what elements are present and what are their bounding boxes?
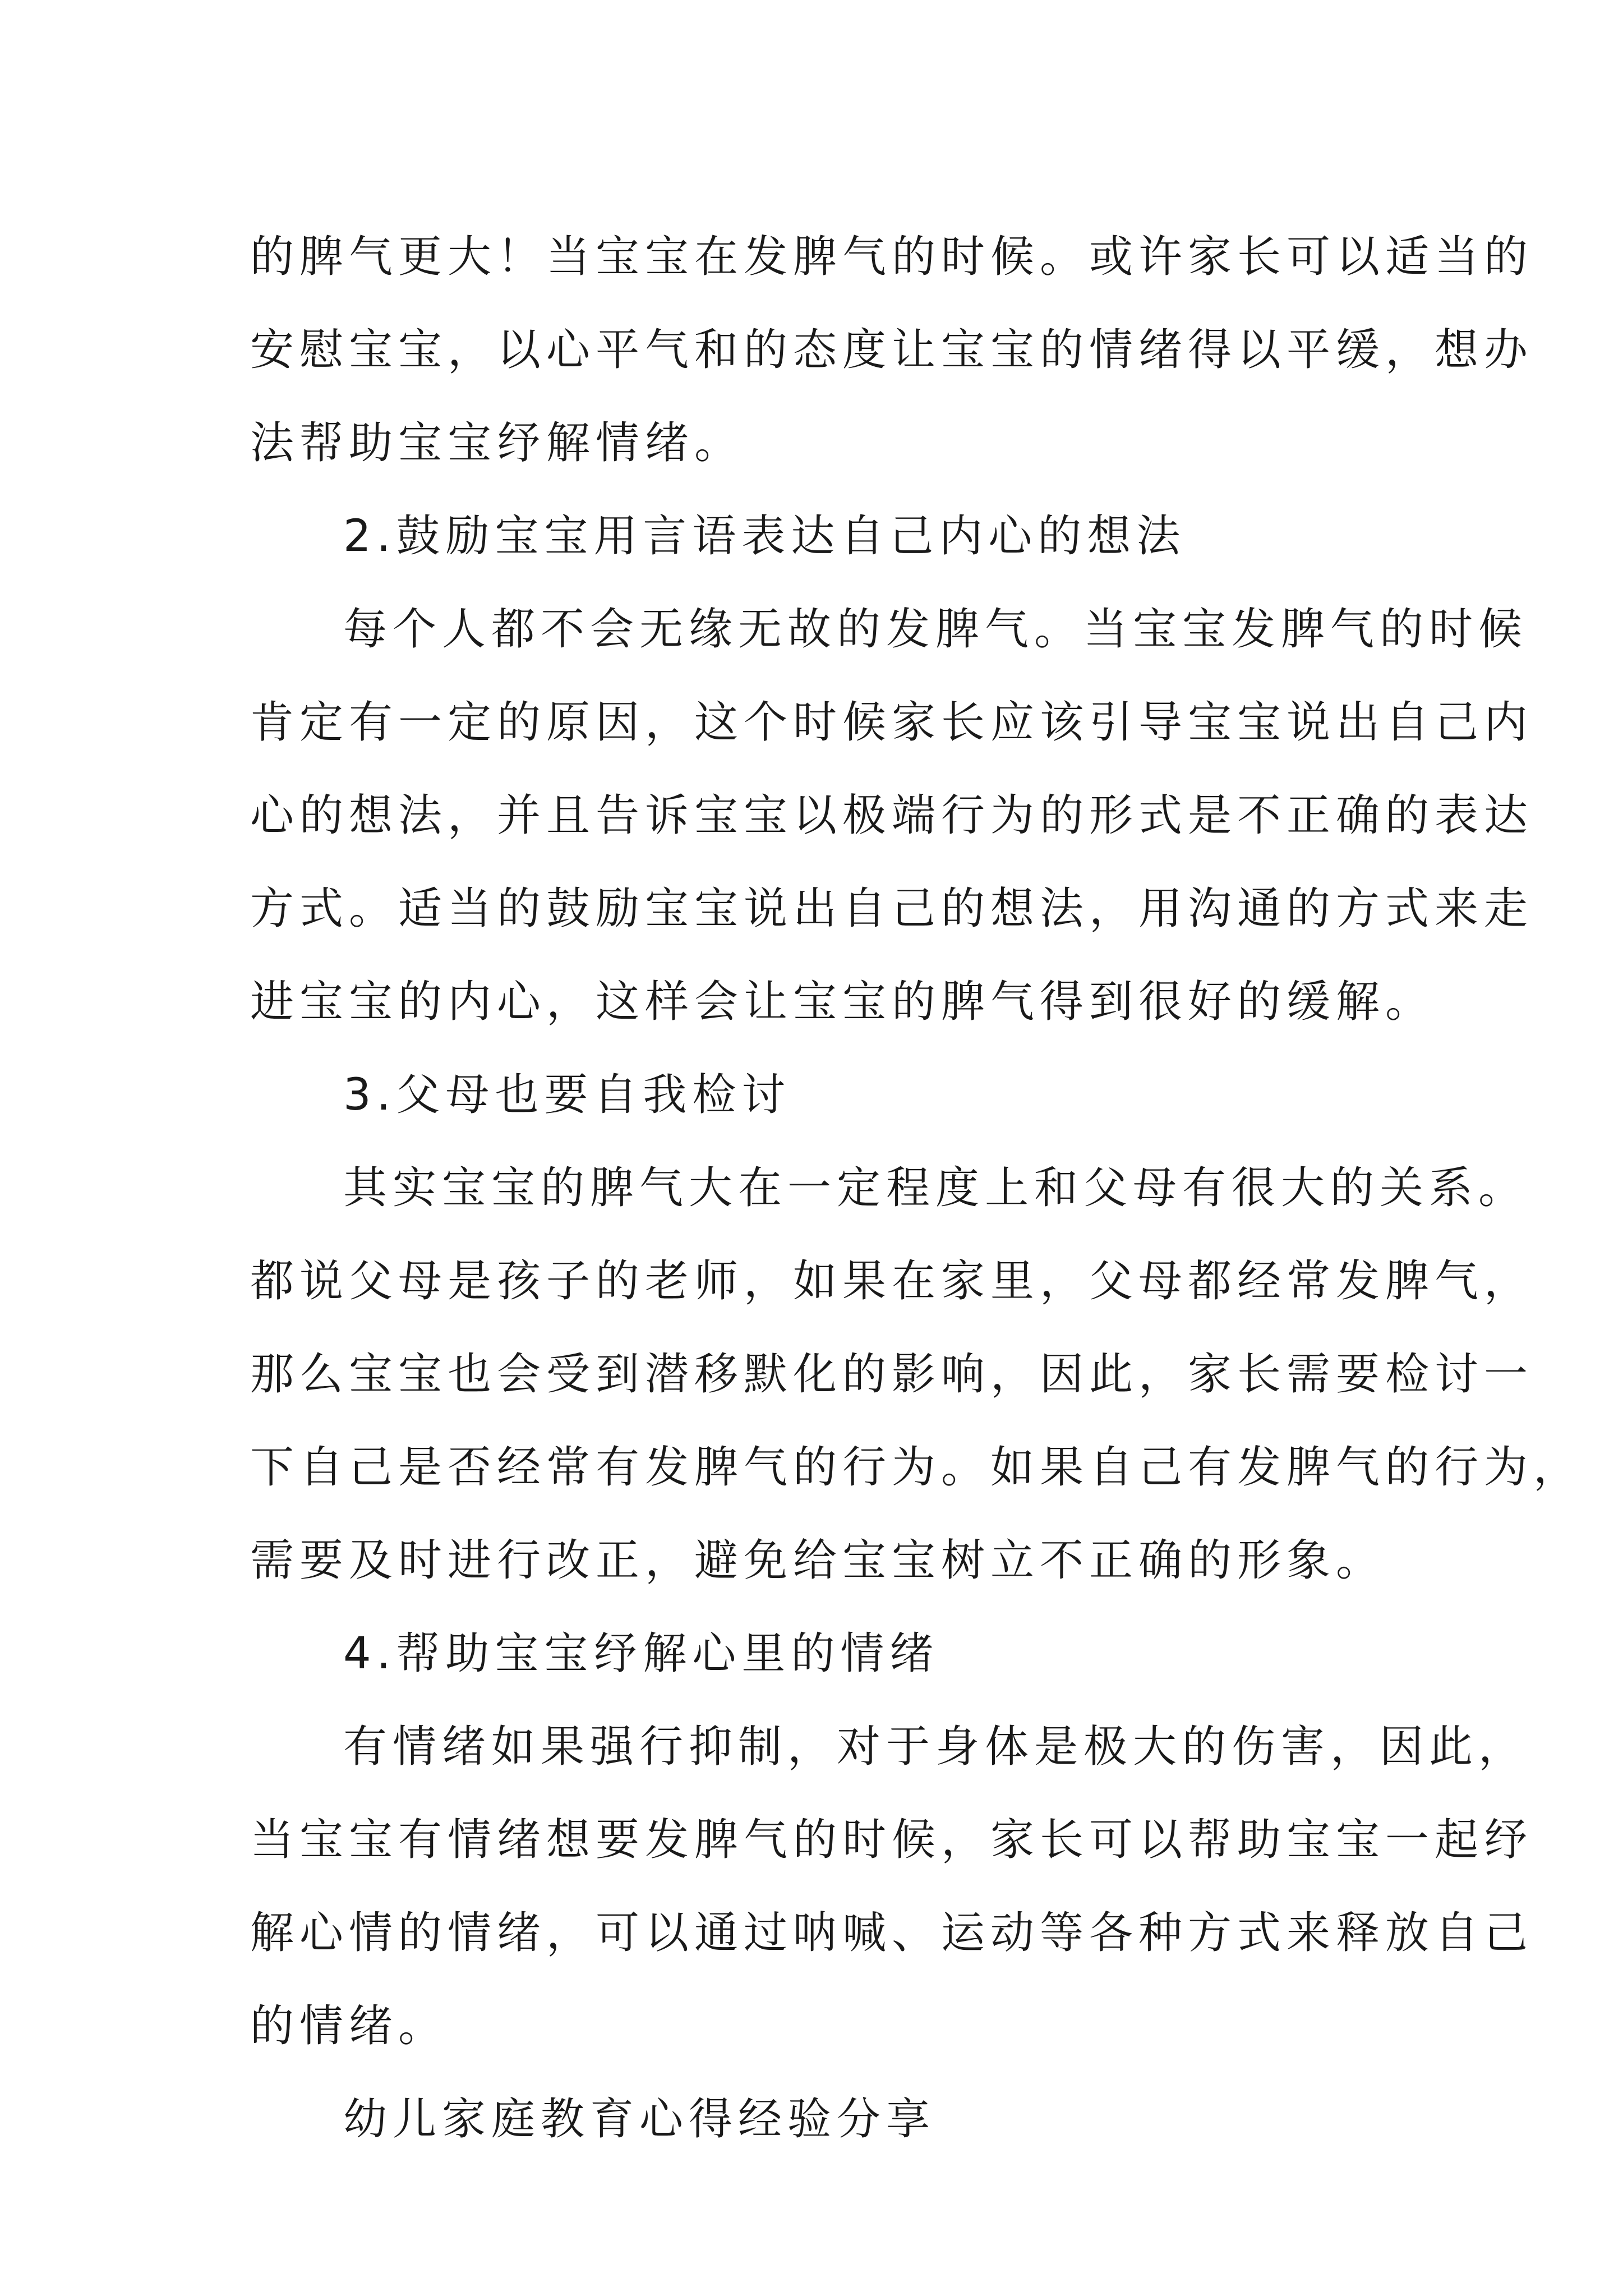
paragraph-line: 都说父母是孩子的老师，如果在家里，父母都经常发脾气， [250,1256,1534,1306]
section-heading: 3.父母也要自我检讨 [343,1070,791,1120]
paragraph-line: 有情绪如果强行抑制，对于身体是极大的伤害，因此， [343,1722,1528,1772]
paragraph-line: 每个人都不会无缘无故的发脾气。当宝宝发脾气的时候 [343,604,1528,655]
paragraph-line: 进宝宝的内心，这样会让宝宝的脾气得到很好的缓解。 [250,977,1435,1027]
document-title: 幼儿家庭教育心得经验分享 [343,2094,936,2145]
paragraph-line: 的脾气更大！当宝宝在发脾气的时候。或许家长可以适当的 [250,232,1534,282]
paragraph-line: 安慰宝宝，以心平气和的态度让宝宝的情绪得以平缓，想办 [250,325,1534,375]
paragraph-line: 方式。适当的鼓励宝宝说出自己的想法，用沟通的方式来走 [250,884,1534,934]
paragraph-line: 当宝宝有情绪想要发脾气的时候，家长可以帮助宝宝一起纾 [250,1815,1534,1865]
paragraph-line: 法帮助宝宝纾解情绪。 [250,418,744,468]
paragraph-line: 的情绪。 [250,2001,448,2051]
paragraph-line: 那么宝宝也会受到潜移默化的影响，因此，家长需要检讨一 [250,1349,1534,1400]
paragraph-line: 需要及时进行改正，避免给宝宝树立不正确的形象。 [250,1535,1386,1586]
section-heading: 2.鼓励宝宝用言语表达自己内心的想法 [343,511,1186,562]
paragraph-line: 心的想法，并且告诉宝宝以极端行为的形式是不正确的表达 [250,790,1534,841]
paragraph-line: 解心情的情绪，可以通过呐喊、运动等各种方式来释放自己 [250,1908,1534,1958]
section-heading: 4.帮助宝宝纾解心里的情绪 [343,1628,939,1679]
paragraph-line: 其实宝宝的脾气大在一定程度上和父母有很大的关系。 [343,1163,1528,1213]
document-body [250,210,1583,2166]
paragraph-line: 下自己是否经常有发脾气的行为。如果自己有发脾气的行为， [250,1442,1583,1493]
paragraph-line: 肯定有一定的原因，这个时候家长应该引导宝宝说出自己内 [250,697,1534,748]
